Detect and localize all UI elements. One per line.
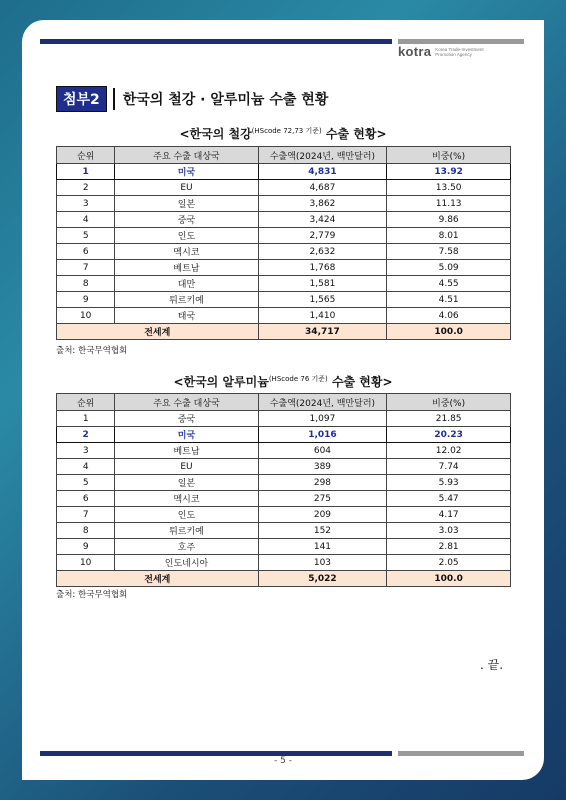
total-share: 100.0 bbox=[387, 324, 511, 340]
table-cell: 12.02 bbox=[387, 443, 511, 459]
aluminum-title-tail: 수출 현황> bbox=[327, 375, 393, 389]
table-row bbox=[57, 180, 511, 196]
steel-table-title bbox=[0, 125, 566, 142]
table-cell: 1,565 bbox=[258, 292, 387, 308]
table-cell: 4.51 bbox=[387, 292, 511, 308]
table-cell: 11.13 bbox=[387, 196, 511, 212]
table-cell: 9 bbox=[57, 539, 115, 555]
logo-subtitle: Korea Trade-Investment Promotion Agency bbox=[435, 46, 484, 57]
table-cell: 3.03 bbox=[387, 523, 511, 539]
table-cell: 152 bbox=[258, 523, 387, 539]
table-cell: EU bbox=[115, 459, 258, 475]
end-mark: . 끝. bbox=[480, 658, 504, 672]
table-row bbox=[57, 244, 511, 260]
table-cell: 인도네시아 bbox=[115, 555, 258, 571]
table-cell: 3 bbox=[57, 443, 115, 459]
total-row bbox=[57, 571, 511, 587]
table-cell: 멕시코 bbox=[115, 491, 258, 507]
table-cell: 인도 bbox=[115, 228, 258, 244]
table-cell: 4.55 bbox=[387, 276, 511, 292]
steel-title-note: (HScode 72,73 기준) bbox=[251, 127, 322, 135]
table-cell: 2 bbox=[57, 180, 115, 196]
table-cell: 8 bbox=[57, 523, 115, 539]
table-row bbox=[57, 308, 511, 324]
table-header-row bbox=[57, 394, 511, 411]
table-cell: 4.06 bbox=[387, 308, 511, 324]
column-header: 수출액(2024년, 백만달러) bbox=[258, 394, 387, 411]
table-cell: 8 bbox=[57, 276, 115, 292]
table-row bbox=[57, 507, 511, 523]
table-cell: 1,097 bbox=[258, 411, 387, 427]
table-cell: 4,687 bbox=[258, 180, 387, 196]
logo-word: kotra bbox=[398, 44, 432, 59]
table-row bbox=[57, 523, 511, 539]
table-cell: 7 bbox=[57, 507, 115, 523]
table-cell: 3,424 bbox=[258, 212, 387, 228]
aluminum-export-table bbox=[56, 393, 511, 587]
table-cell: 21.85 bbox=[387, 411, 511, 427]
table-cell: 103 bbox=[258, 555, 387, 571]
table-row bbox=[57, 443, 511, 459]
table-cell: 209 bbox=[258, 507, 387, 523]
table-cell: 베트남 bbox=[115, 260, 258, 276]
total-value: 5,022 bbox=[258, 571, 387, 587]
table-cell: 7.74 bbox=[387, 459, 511, 475]
table-cell: 10 bbox=[57, 555, 115, 571]
steel-title-tail: 수출 현황> bbox=[321, 127, 387, 141]
column-header: 순위 bbox=[57, 394, 115, 411]
aluminum-source: 출처: 한국무역협회 bbox=[56, 590, 128, 600]
table-cell: 베트남 bbox=[115, 443, 258, 459]
table-cell: 4.17 bbox=[387, 507, 511, 523]
table-cell: 275 bbox=[258, 491, 387, 507]
table-cell: 4,831 bbox=[258, 164, 387, 180]
total-row bbox=[57, 324, 511, 340]
table-cell: 141 bbox=[258, 539, 387, 555]
table-cell: 2.81 bbox=[387, 539, 511, 555]
table-cell: 2,632 bbox=[258, 244, 387, 260]
column-header: 순위 bbox=[57, 147, 115, 164]
column-header: 비중(%) bbox=[387, 394, 511, 411]
table-row bbox=[57, 539, 511, 555]
table-row bbox=[57, 475, 511, 491]
table-row bbox=[57, 411, 511, 427]
table-cell: 389 bbox=[258, 459, 387, 475]
table-cell: 2,779 bbox=[258, 228, 387, 244]
table-cell: 7.58 bbox=[387, 244, 511, 260]
table-cell: 호주 bbox=[115, 539, 258, 555]
table-cell: 미국 bbox=[115, 164, 258, 180]
table-cell: 5.93 bbox=[387, 475, 511, 491]
section-title: 한국의 철강 · 알루미늄 수출 현황 bbox=[122, 92, 329, 108]
table-row bbox=[57, 491, 511, 507]
steel-export-table bbox=[56, 146, 511, 340]
table-cell: 중국 bbox=[115, 212, 258, 228]
table-cell: 7 bbox=[57, 260, 115, 276]
table-cell: 1,016 bbox=[258, 427, 387, 443]
column-header: 수출액(2024년, 백만달러) bbox=[258, 147, 387, 164]
table-row bbox=[57, 164, 511, 180]
table-cell: 9 bbox=[57, 292, 115, 308]
table-cell: 1,768 bbox=[258, 260, 387, 276]
table-row bbox=[57, 212, 511, 228]
aluminum-table-title bbox=[0, 373, 566, 390]
column-header: 주요 수출 대상국 bbox=[115, 394, 258, 411]
table-cell: 5 bbox=[57, 228, 115, 244]
table-cell: 604 bbox=[258, 443, 387, 459]
column-header: 주요 수출 대상국 bbox=[115, 147, 258, 164]
table-cell: 6 bbox=[57, 491, 115, 507]
table-cell: 5.47 bbox=[387, 491, 511, 507]
table-cell: 대만 bbox=[115, 276, 258, 292]
table-row bbox=[57, 555, 511, 571]
table-cell: 8.01 bbox=[387, 228, 511, 244]
table-row bbox=[57, 228, 511, 244]
steel-title-text: <한국의 철강 bbox=[179, 127, 252, 141]
steel-source: 출처: 한국무역협회 bbox=[56, 346, 128, 356]
table-cell: 멕시코 bbox=[115, 244, 258, 260]
heading-divider bbox=[113, 88, 115, 110]
aluminum-title-note: (HScode 76 기준) bbox=[268, 375, 328, 383]
table-cell: 9.86 bbox=[387, 212, 511, 228]
table-cell: 20.23 bbox=[387, 427, 511, 443]
table-cell: 13.92 bbox=[387, 164, 511, 180]
table-cell: 인도 bbox=[115, 507, 258, 523]
table-cell: 튀르키예 bbox=[115, 523, 258, 539]
page-number: - 5 - bbox=[274, 756, 292, 766]
table-cell: 1,581 bbox=[258, 276, 387, 292]
table-cell: 6 bbox=[57, 244, 115, 260]
table-cell: 3 bbox=[57, 196, 115, 212]
total-share: 100.0 bbox=[387, 571, 511, 587]
total-label: 전세계 bbox=[57, 571, 259, 587]
section-heading bbox=[56, 86, 328, 112]
total-label: 전세계 bbox=[57, 324, 259, 340]
table-cell: 2.05 bbox=[387, 555, 511, 571]
table-cell: 3,862 bbox=[258, 196, 387, 212]
top-bar-dark bbox=[40, 39, 392, 44]
table-cell: 일본 bbox=[115, 196, 258, 212]
table-row bbox=[57, 459, 511, 475]
table-cell: 태국 bbox=[115, 308, 258, 324]
table-cell: 튀르키예 bbox=[115, 292, 258, 308]
table-cell: 미국 bbox=[115, 427, 258, 443]
table-row bbox=[57, 427, 511, 443]
table-cell: 중국 bbox=[115, 411, 258, 427]
table-cell: 5 bbox=[57, 475, 115, 491]
table-cell: 4 bbox=[57, 459, 115, 475]
table-cell: 13.50 bbox=[387, 180, 511, 196]
table-cell: 2 bbox=[57, 427, 115, 443]
table-cell: 10 bbox=[57, 308, 115, 324]
table-cell: 1,410 bbox=[258, 308, 387, 324]
table-cell: 1 bbox=[57, 164, 115, 180]
kotra-logo bbox=[398, 44, 495, 59]
table-cell: 1 bbox=[57, 411, 115, 427]
table-row bbox=[57, 196, 511, 212]
aluminum-title-text: <한국의 알루미늄 bbox=[173, 375, 269, 389]
column-header: 비중(%) bbox=[387, 147, 511, 164]
table-cell: 298 bbox=[258, 475, 387, 491]
table-cell: EU bbox=[115, 180, 258, 196]
table-row bbox=[57, 260, 511, 276]
table-cell: 5.09 bbox=[387, 260, 511, 276]
table-header-row bbox=[57, 147, 511, 164]
attachment-tag: 첨부2 bbox=[56, 86, 107, 112]
total-value: 34,717 bbox=[258, 324, 387, 340]
table-cell: 4 bbox=[57, 212, 115, 228]
table-row bbox=[57, 292, 511, 308]
table-cell: 일본 bbox=[115, 475, 258, 491]
table-row bbox=[57, 276, 511, 292]
